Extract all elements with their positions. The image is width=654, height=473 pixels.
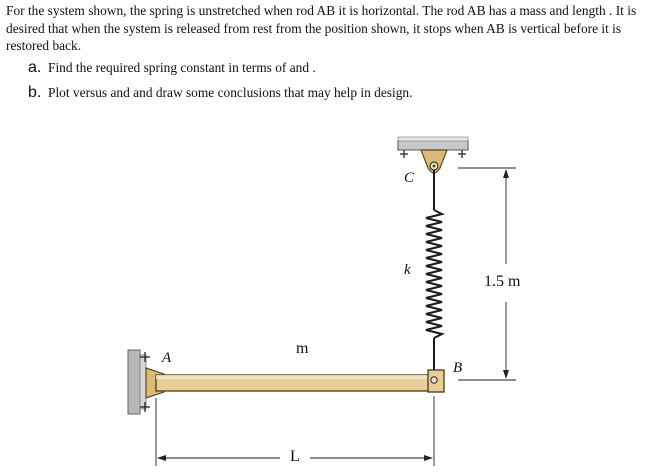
ceiling-support <box>398 137 468 173</box>
label-b: B <box>453 360 463 376</box>
label-c: C <box>404 170 415 186</box>
task-text: Find the required spring constant in terms of and . <box>48 59 316 75</box>
dimension-label: 1.5 m <box>484 273 521 290</box>
rod-ab <box>156 370 444 392</box>
label-mass: m <box>296 340 309 357</box>
label-length: L <box>290 448 300 465</box>
problem-intro: For the system shown, the spring is unstretched when rod AB it is horizontal. The rod AB has a mass and length . It is desired that when the system is released from rest from the position shown, it stops when AB is vertical before it is restored back. <box>6 3 637 53</box>
task-marker: b. <box>28 83 42 101</box>
label-k: k <box>404 262 411 278</box>
task-marker: a. <box>28 58 42 76</box>
spring <box>426 170 442 376</box>
task-text: Plot versus and and draw some conclusions that may help in design. <box>48 84 413 100</box>
label-a: A <box>162 350 172 366</box>
